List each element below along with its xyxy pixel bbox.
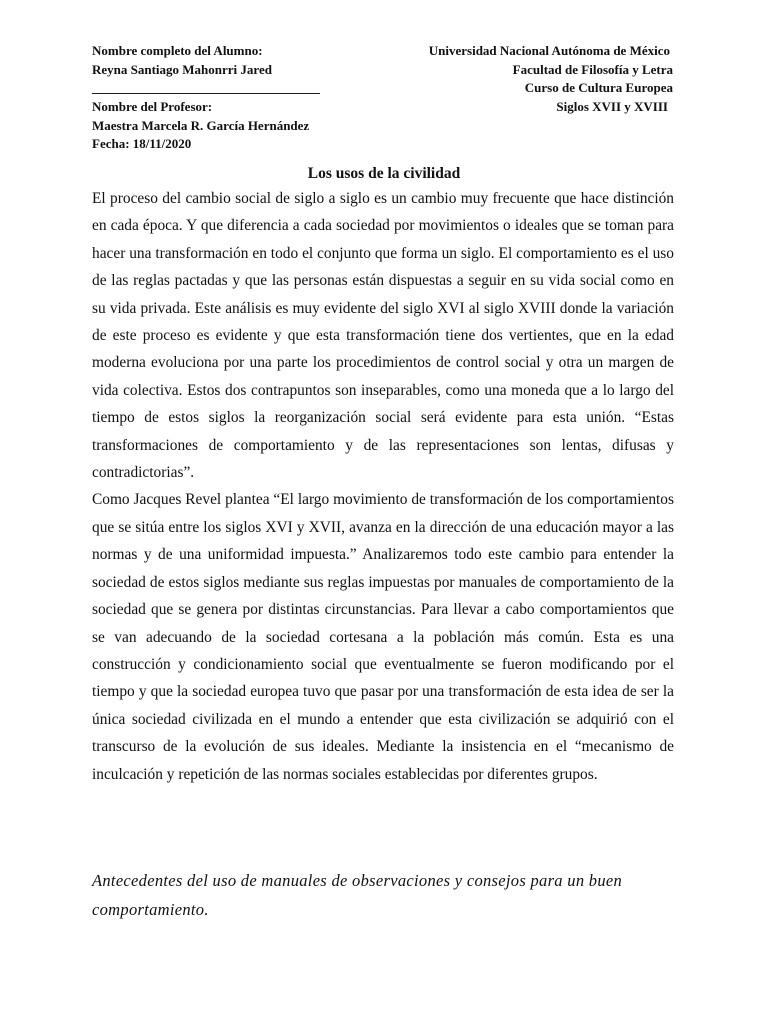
professor-name: Maestra Marcela R. García Hernández bbox=[92, 117, 310, 133]
paragraph-1: El proceso del cambio social de siglo a siglo es un cambio muy frecuente que hace distinción en cada época. Y que diferencia a cada sociedad por movimientos o ideales que se toman para hacer una transformación en todo el conjunto que forma un siglo. El comportamiento es el uso de las reglas pactadas y que las personas están dispuestas a seguir en su vida social como en su vida privada. Este análisis es muy evidente del siglo XVI al siglo XVIII donde la variación de este proceso es evidente y que esta transformación tiene dos vertientes, que en la edad moderna evoluciona por una parte los procedimientos de control social y otra un margen de vida colectiva. Estos dos contrapuntos son inseparables, como una moneda que a lo largo del tiempo de estos siglos la reorganización social será evidente para esta unión. “Estas transformaciones de comportamiento y de las representaciones son lentas, difusas y contradictorias”. bbox=[92, 190, 674, 482]
course-name: Curso de Cultura Europea bbox=[524, 80, 673, 95]
student-name: Reyna Santiago Mahonrri Jared bbox=[92, 61, 272, 77]
professor-label: Nombre del Profesor: bbox=[92, 99, 213, 114]
signature-line bbox=[92, 79, 320, 94]
faculty-name: Facultad de Filosofía y Letra bbox=[512, 61, 673, 77]
period: Siglos XVII y XVIII bbox=[556, 98, 668, 114]
paragraph-2: Como Jacques Revel plantea “El largo movimiento de transformación de los comportamientos que se sitúa entre los siglos XVI y XVII, avanza en la dirección de una educación mayor a las normas y de una uniformidad impuesta.” Analizaremos todo este cambio para entender la sociedad de estos siglos mediante sus reglas impuestas por manuales de comportamiento de la sociedad que se genera por distintas circunstancias. Para llevar a cabo comportamientos que se van adecuando de la sociedad cortesana a la población más común. Esta es una construcción y condicionamiento social que eventualmente se fueron modificando por el tiempo y que la sociedad europea tuvo que pasar por una transformación de esta idea de ser la única sociedad civilizada en el mundo a entender que esta civilización se adquirió con el transcurso de la evolución de sus ideales. Mediante la insistencia en el “mecanismo de inculcación y repetición de las normas sociales establecidas por diferentes grupos. bbox=[92, 491, 674, 783]
document-body bbox=[92, 185, 674, 788]
university-name: Universidad Nacional Autónoma de México bbox=[428, 43, 670, 58]
date: Fecha: 18/11/2020 bbox=[92, 136, 192, 151]
student-label: Nombre completo del Alumno: bbox=[92, 43, 263, 58]
institution-block bbox=[343, 42, 673, 116]
section-subtitle: Antecedentes del uso de manuales de observaciones y consejos para un buen comportamiento. bbox=[92, 871, 623, 919]
document-title: Los usos de la civilidad bbox=[307, 165, 461, 182]
